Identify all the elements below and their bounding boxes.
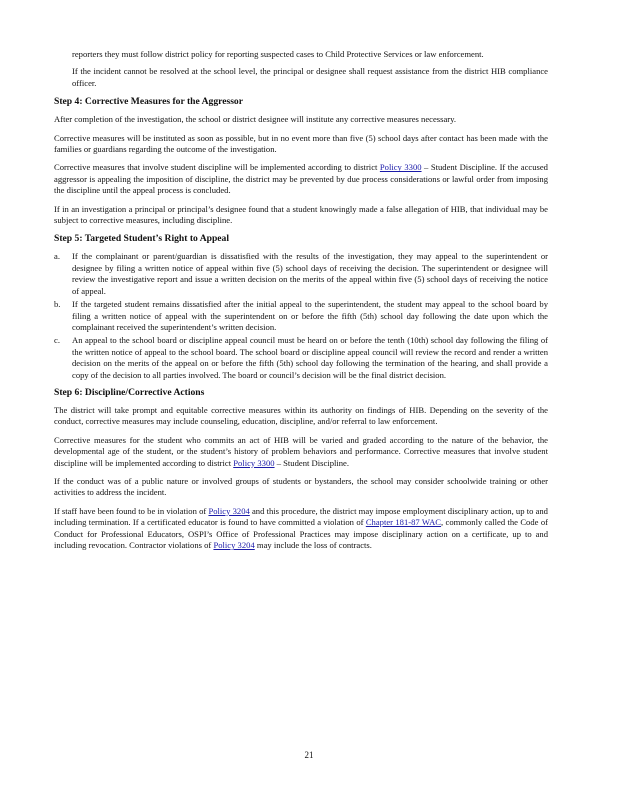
step4-heading: Step 4: Corrective Measures for the Aggressor [54,96,243,108]
list-item-text: If the targeted student remains dissatisfied after the initial appeal to the superintendent, the student may appeal to the school board by filing a written notice of appeal with the superintendent on or before the fifth (5th) school day following the date upon which the complainant received the superintendent’s written decision. [72,299,548,332]
list-item-text: An appeal to the school board or discipline appeal council must be heard on or before the tenth (10th) school day following the filing of the written notice of appeal to the school board. The school board or discipline appeal council will review the record and render a written decision on the merits of the appeal on or before the fifth (5th) school day following the termination of the hearing, and shall provide a copy of the decision to all parties involved. The board or council’s decision will be the final district decision. [72,335,548,380]
policy-3300-link[interactable]: Policy 3300 [233,457,275,468]
policy-3204-link[interactable]: Policy 3204 [208,505,250,516]
step6-paragraph-4 [54,506,548,552]
paragraph-reporters: reporters they must follow district policy for reporting suspected cases to Child Protective Services or law enforcement. [72,49,484,59]
step6-p2-text-b: – Student Discipline. [274,457,350,468]
step6-p4-text-a: If staff have been found to be in violation of [54,505,209,516]
step6-paragraph-1: The district will take prompt and equitable corrective measures within its authority on findings of HIB. Depending on the severity of the conduct, corrective measures may include counseling, education, discipline, and/or referral to law enforcement. [54,404,548,427]
step6-heading: Step 6: Discipline/Corrective Actions [54,386,205,398]
list-item-label: c. [54,335,60,346]
list-item [54,251,548,297]
step4-p3-text-b: – Student Discipline. If the accused aggressor is appealing the imposition of discipline, the district may be prevented by due process considerations or lawful order from imposing the discipline until the appeal process is concluded. [54,162,548,196]
chapter-181-87-wac-link[interactable]: Chapter 181-87 WAC [365,517,442,528]
paragraph-hib-officer: If the incident cannot be resolved at the school level, the principal or designee shall request assistance from the district HIB compliance officer. [72,66,548,88]
step6-p4-text-c: , commonly called the Code of Conduct for Professional Educators, OSPI’s Office of Professional Practices may impose disciplinary action on a certificate, up to and including revocation. Contractor violations of [54,517,548,550]
list-item [54,335,548,381]
step4-paragraph-1: After completion of the investigation, the school or district designee will institute any corrective measures necessary. [54,114,457,125]
step6-paragraph-3: If the conduct was of a public nature or involved groups of students or bystanders, the school may consider schoolwide training or other activities to address the incident. [54,475,548,498]
step6-p4-text-b: and this procedure, the district may impose employment disciplinary action, up to and including termination. If a certificated educator is found to have committed a violation of [54,505,548,528]
step6-p4-text-d: may include the loss of contracts. [254,540,372,550]
step5-list [54,251,548,380]
page-body [54,49,548,558]
list-item-text: If the complainant or parent/guardian is dissatisfied with the results of the investigation, they may appeal to the superintendent or designee by filing a written notice of appeal within five (5) school days of receiving the decision. The superintendent or designee will review the investigative report and issue a written decision on the merits of the appeal within five (5) school days of receiving the notice of appeal. [72,251,548,296]
list-item [54,299,548,333]
policy-3300-link[interactable]: Policy 3300 [379,162,422,173]
step6-paragraph-2 [54,435,548,469]
list-item-label: a. [54,251,60,262]
list-item-label: b. [54,299,61,310]
step4-paragraph-2: Corrective measures will be instituted as soon as possible, but in no event more than five (5) school days after contact has been made with the families or guardians regarding the outcome of the investigation. [54,132,548,155]
step6-p2-text-a: Corrective measures for the student who commits an act of HIB will be varied and graded according to the nature of the behavior, the developmental age of the student, or the student’s history of problem behaviors and performance. Corrective measures that involve student discipline will be implemented according to district [54,434,548,468]
step4-paragraph-3 [54,162,548,196]
step5-heading: Step 5: Targeted Student’s Right to Appeal [54,233,230,245]
page-number: 21 [304,750,314,760]
step4-paragraph-4: If in an investigation a principal or principal’s designee found that a student knowingly made a false allegation of HIB, that individual may be subject to corrective measures, including discipline. [54,203,548,226]
step4-p3-text-a: Corrective measures that involve student discipline will be implemented according to district [54,162,380,173]
policy-3204-link[interactable]: Policy 3204 [213,540,255,550]
